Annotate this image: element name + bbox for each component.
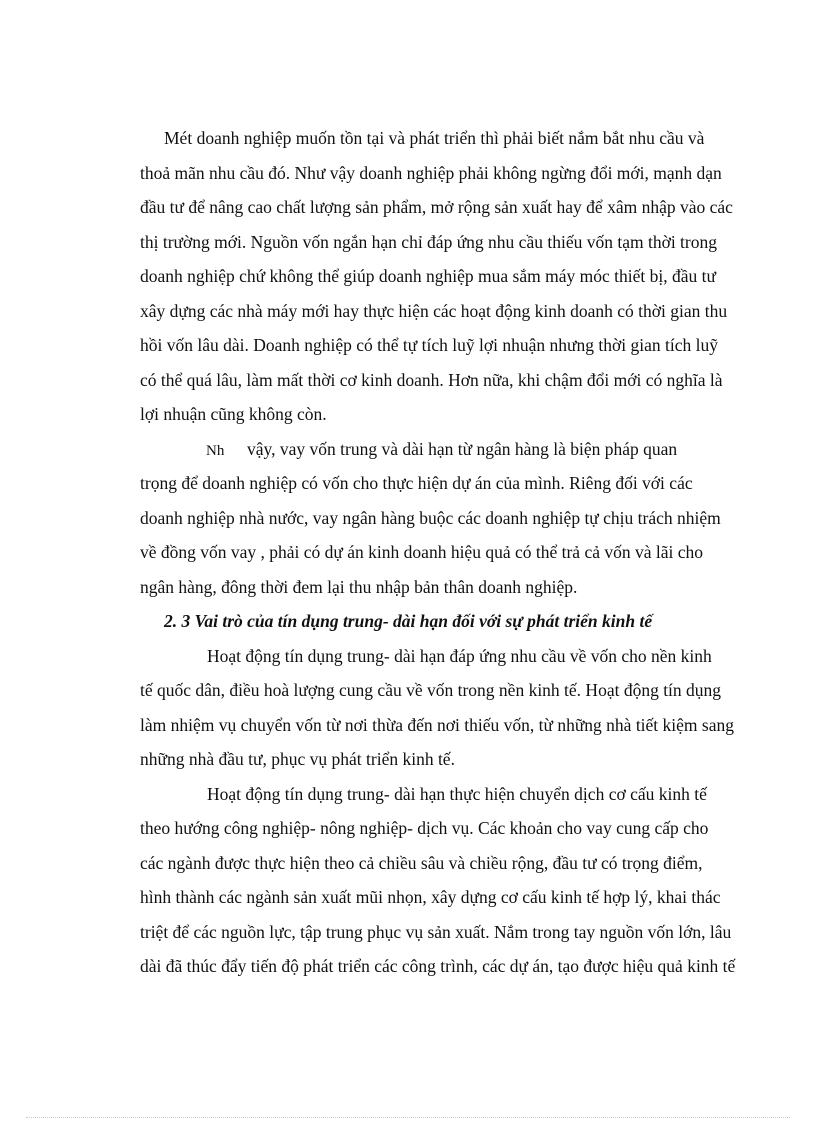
text-line: doanh nghiệp nhà nước, vay ngân hàng buộc các doanh nghiệp tự chịu trách nhiệm — [140, 507, 721, 528]
text-line: có thể quá lâu, làm mất thời cơ kinh doanh. Hơn nữa, khi chậm đổi mới có nghĩa là — [140, 369, 723, 390]
text-line: đầu tư để nâng cao chất lượng sản phẩm, mở rộng sản xuất hay để xâm nhập vào các — [140, 197, 733, 217]
text-line: Hoạt động tín dụng trung- dài hạn thực hiện chuyển dịch cơ cấu kinh tế — [207, 783, 707, 804]
text-line: các ngành được thực hiện theo cả chiều sâu và chiều rộng, đầu tư có trọng điểm, — [140, 852, 703, 873]
text-line: lợi nhuận cũng không còn. — [140, 404, 327, 424]
text-line: triệt để các nguồn lực, tập trung phục vụ sản xuất. Nắm trong tay nguồn vốn lớn, lâu — [140, 921, 732, 942]
section-heading: 2. 3 Vai trò của tín dụng trung- dài hạn đối với sự phát triển kinh tế — [164, 611, 653, 631]
text-line: làm nhiệm vụ chuyển vốn từ nơi thừa đến nơi thiếu vốn, từ những nhà tiết kiệm sang — [140, 714, 734, 735]
text-line: những nhà đầu tư, phục vụ phát triển kinh tế. — [140, 749, 455, 769]
text-line: trọng để doanh nghiệp có vốn cho thực hiện dự án của mình. Riêng đối với các — [140, 473, 693, 493]
text-line: thị trường mới. Nguồn vốn ngắn hạn chỉ đáp ứng nhu cầu thiếu vốn tạm thời trong — [140, 231, 717, 252]
text-line: doanh nghiệp chứ không thể giúp doanh nghiệp mua sắm máy móc thiết bị, đầu tư — [140, 266, 716, 286]
document-body — [140, 121, 764, 984]
text-line: hình thành các ngành sản xuất mũi nhọn, xây dựng cơ cấu kinh tế hợp lý, khai thác — [140, 887, 721, 907]
text-line: tế quốc dân, điều hoà lượng cung cầu về vốn trong nền kinh tế. Hoạt động tín dụng — [140, 680, 722, 700]
text-fragment: vậy, vay vốn trung và dài hạn từ ngân hàng là biện pháp quan — [247, 438, 678, 459]
text-line: ngân hàng, đông thời đem lại thu nhập bản thân doanh nghiệp. — [140, 576, 578, 597]
text-line: về đồng vốn vay , phải có dự án kinh doanh hiệu quả có thể trả cả vốn và lãi cho — [140, 542, 703, 562]
text-line: dài đã thúc đẩy tiến độ phát triển các công trình, các dự án, tạo được hiệu quả kinh tế — [140, 956, 736, 976]
text-line: Hoạt động tín dụng trung- dài hạn đáp ứng nhu cầu về vốn cho nền kinh — [207, 645, 712, 666]
text-line: hồi vốn lâu dài. Doanh nghiệp có thể tự tích luỹ lợi nhuận nhưng thời gian tích luỹ — [140, 335, 718, 355]
text-line — [164, 432, 764, 467]
text-line: Mét doanh nghiệp muốn tồn tại và phát triển thì phải biết nắm bắt nhu cầu và — [164, 128, 705, 148]
text-line: theo hướng công nghiệp- nông nghiệp- dịch vụ. Các khoản cho vay cung cấp cho — [140, 818, 709, 838]
text-fragment: Nh — [206, 442, 225, 459]
text-line: xây dựng các nhà máy mới hay thực hiện các hoạt động kinh doanh có thời gian thu — [140, 300, 728, 321]
text-line: thoả mãn nhu cầu đó. Như vậy doanh nghiệp phải không ngừng đổi mới, mạnh dạn — [140, 162, 722, 183]
page-bottom-rule — [26, 1117, 790, 1118]
